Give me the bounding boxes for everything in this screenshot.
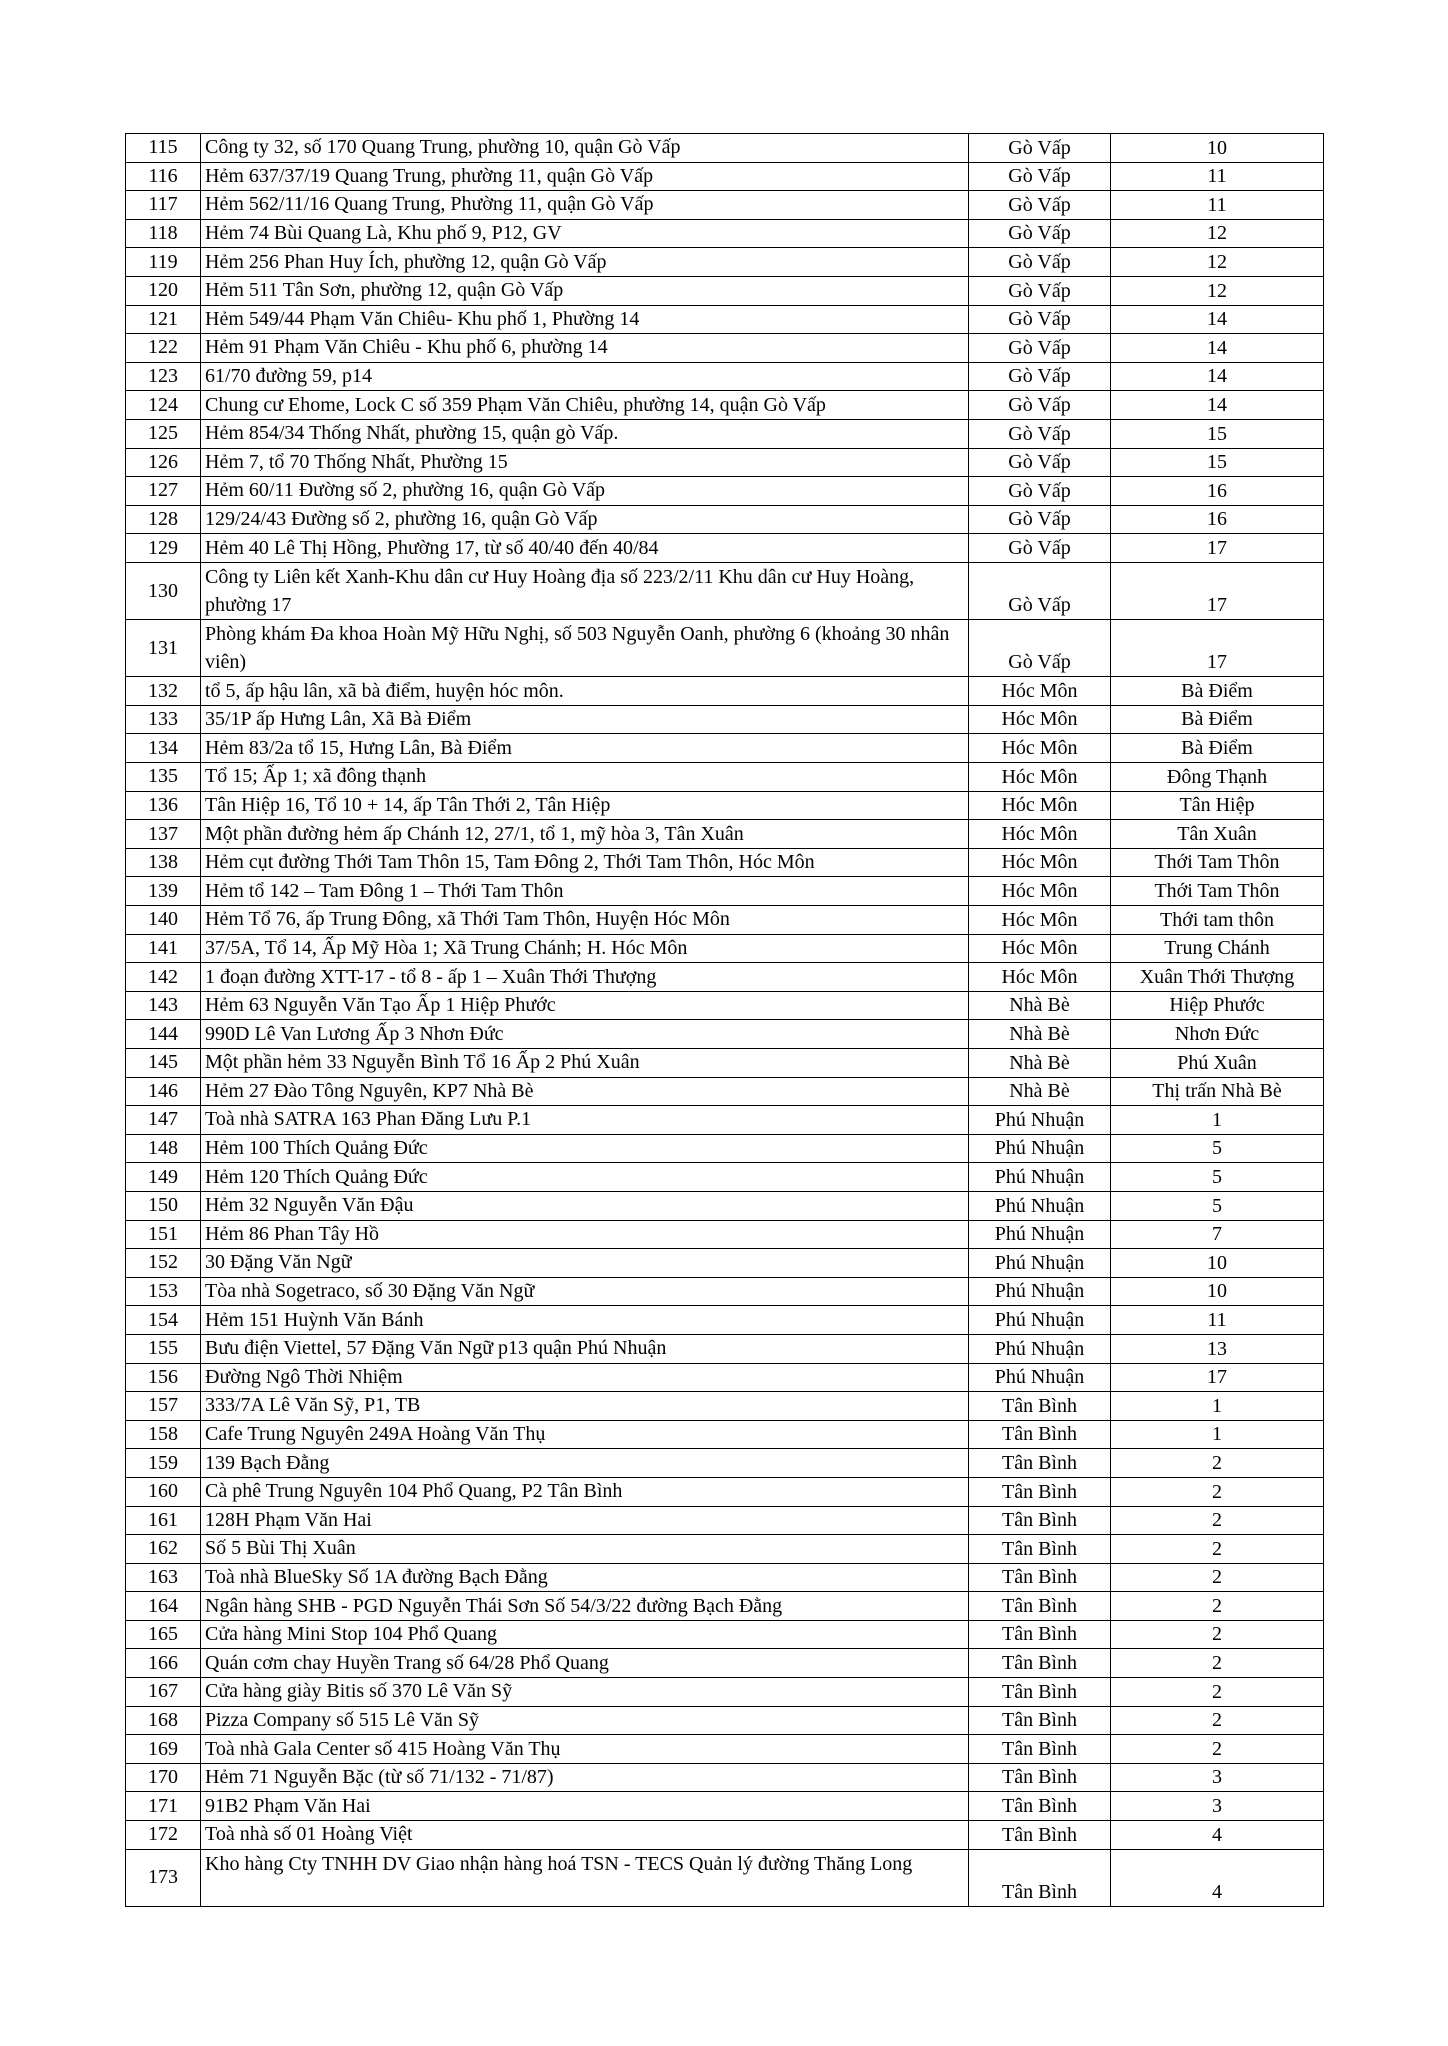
table-row [126, 1449, 1324, 1478]
ward-cell: 17 [1111, 562, 1324, 619]
row-number-cell: 150 [126, 1191, 201, 1220]
ward-cell: 2 [1111, 1449, 1324, 1478]
district-cell: Hóc Môn [969, 763, 1111, 792]
district-cell: Gò Vấp [969, 219, 1111, 248]
table-row [126, 1535, 1324, 1564]
address-cell: 91B2 Phạm Văn Hai [201, 1792, 969, 1821]
district-cell: Hóc Môn [969, 791, 1111, 820]
address-cell: Công ty 32, số 170 Quang Trung, phường 10, quận Gò Vấp [201, 134, 969, 163]
table-row [126, 1392, 1324, 1421]
district-cell: Nhà Bè [969, 1020, 1111, 1049]
table-row [126, 1220, 1324, 1249]
ward-cell: 2 [1111, 1678, 1324, 1707]
district-cell: Tân Bình [969, 1649, 1111, 1678]
address-cell: Hẻm 91 Phạm Văn Chiêu - Khu phố 6, phường 14 [201, 334, 969, 363]
row-number-cell: 160 [126, 1477, 201, 1506]
row-number-cell: 147 [126, 1106, 201, 1135]
row-number-cell: 124 [126, 391, 201, 420]
ward-cell: Thới Tam Thôn [1111, 877, 1324, 906]
district-cell: Hóc Môn [969, 848, 1111, 877]
table-row [126, 1334, 1324, 1363]
table-row [126, 705, 1324, 734]
row-number-cell: 129 [126, 534, 201, 563]
row-number-cell: 153 [126, 1277, 201, 1306]
address-cell: Phòng khám Đa khoa Hoàn Mỹ Hữu Nghị, số 503 Nguyễn Oanh, phường 6 (khoảng 30 nhân viên) [201, 620, 969, 677]
district-cell: Hóc Môn [969, 906, 1111, 935]
ward-cell: Bà Điểm [1111, 677, 1324, 706]
row-number-cell: 159 [126, 1449, 201, 1478]
address-cell: Hẻm 854/34 Thống Nhất, phường 15, quận gò Vấp. [201, 419, 969, 448]
table-row [126, 1049, 1324, 1078]
row-number-cell: 133 [126, 705, 201, 734]
district-cell: Phú Nhuận [969, 1220, 1111, 1249]
address-cell: Cửa hàng Mini Stop 104 Phổ Quang [201, 1620, 969, 1649]
ward-cell: Đông Thạnh [1111, 763, 1324, 792]
row-number-cell: 122 [126, 334, 201, 363]
address-cell: Cafe Trung Nguyên 249A Hoàng Văn Thụ [201, 1420, 969, 1449]
ward-cell: 11 [1111, 162, 1324, 191]
address-cell: Hẻm 637/37/19 Quang Trung, phường 11, quận Gò Vấp [201, 162, 969, 191]
district-cell: Gò Vấp [969, 334, 1111, 363]
table-row [126, 963, 1324, 992]
ward-cell: Thị trấn Nhà Bè [1111, 1077, 1324, 1106]
district-cell: Tân Bình [969, 1821, 1111, 1850]
ward-cell: 7 [1111, 1220, 1324, 1249]
ward-cell: 2 [1111, 1649, 1324, 1678]
address-cell: Hẻm 256 Phan Huy Ích, phường 12, quận Gò Vấp [201, 248, 969, 277]
address-cell: 128H Phạm Văn Hai [201, 1506, 969, 1535]
address-cell: Hẻm 83/2a tổ 15, Hưng Lân, Bà Điểm [201, 734, 969, 763]
address-cell: Hẻm Tổ 76, ấp Trung Đông, xã Thới Tam Thôn, Huyện Hóc Môn [201, 906, 969, 935]
address-cell: Hẻm 74 Bùi Quang Là, Khu phố 9, P12, GV [201, 219, 969, 248]
ward-cell: 2 [1111, 1735, 1324, 1764]
address-cell: Bưu điện Viettel, 57 Đặng Văn Ngữ p13 quận Phú Nhuận [201, 1334, 969, 1363]
ward-cell: 10 [1111, 134, 1324, 163]
ward-cell: 16 [1111, 505, 1324, 534]
ward-cell: Hiệp Phước [1111, 991, 1324, 1020]
address-cell: Hẻm 63 Nguyễn Văn Tạo Ấp 1 Hiệp Phước [201, 991, 969, 1020]
address-cell: Một phần hẻm 33 Nguyễn Bình Tổ 16 Ấp 2 Phú Xuân [201, 1049, 969, 1078]
row-number-cell: 145 [126, 1049, 201, 1078]
row-number-cell: 116 [126, 162, 201, 191]
row-number-cell: 144 [126, 1020, 201, 1049]
ward-cell: 15 [1111, 448, 1324, 477]
table-row [126, 505, 1324, 534]
ward-cell: 5 [1111, 1134, 1324, 1163]
table-row [126, 562, 1324, 619]
ward-cell: 14 [1111, 334, 1324, 363]
address-cell: Chung cư Ehome, Lock C số 359 Phạm Văn Chiêu, phường 14, quận Gò Vấp [201, 391, 969, 420]
row-number-cell: 173 [126, 1849, 201, 1906]
location-table [125, 133, 1324, 1907]
address-cell: Hẻm 562/11/16 Quang Trung, Phường 11, quận Gò Vấp [201, 191, 969, 220]
address-cell: Tòa nhà Sogetraco, số 30 Đặng Văn Ngữ [201, 1277, 969, 1306]
row-number-cell: 168 [126, 1706, 201, 1735]
district-cell: Nhà Bè [969, 991, 1111, 1020]
table-row [126, 191, 1324, 220]
ward-cell: 5 [1111, 1191, 1324, 1220]
district-cell: Nhà Bè [969, 1077, 1111, 1106]
district-cell: Hóc Môn [969, 877, 1111, 906]
ward-cell: 2 [1111, 1620, 1324, 1649]
district-cell: Phú Nhuận [969, 1191, 1111, 1220]
address-cell: Hẻm 100 Thích Quảng Đức [201, 1134, 969, 1163]
row-number-cell: 117 [126, 191, 201, 220]
address-cell: Hẻm 32 Nguyễn Văn Đậu [201, 1191, 969, 1220]
ward-cell: 2 [1111, 1535, 1324, 1564]
ward-cell: Xuân Thới Thượng [1111, 963, 1324, 992]
table-row [126, 1678, 1324, 1707]
district-cell: Phú Nhuận [969, 1249, 1111, 1278]
table-row [126, 1191, 1324, 1220]
table-row [126, 1477, 1324, 1506]
district-cell: Tân Bình [969, 1449, 1111, 1478]
row-number-cell: 130 [126, 562, 201, 619]
district-cell: Phú Nhuận [969, 1163, 1111, 1192]
district-cell: Hóc Môn [969, 963, 1111, 992]
district-cell: Gò Vấp [969, 534, 1111, 563]
district-cell: Gò Vấp [969, 305, 1111, 334]
row-number-cell: 140 [126, 906, 201, 935]
district-cell: Tân Bình [969, 1763, 1111, 1792]
table-row [126, 362, 1324, 391]
ward-cell: Phú Xuân [1111, 1049, 1324, 1078]
district-cell: Phú Nhuận [969, 1334, 1111, 1363]
ward-cell: 3 [1111, 1763, 1324, 1792]
row-number-cell: 138 [126, 848, 201, 877]
row-number-cell: 172 [126, 1821, 201, 1850]
address-cell: Hẻm 549/44 Phạm Văn Chiêu- Khu phố 1, Phường 14 [201, 305, 969, 334]
table-row [126, 534, 1324, 563]
address-cell: Toà nhà SATRA 163 Phan Đăng Lưu P.1 [201, 1106, 969, 1135]
address-cell: Hẻm tổ 142 – Tam Đông 1 – Thới Tam Thôn [201, 877, 969, 906]
address-cell: 35/1P ấp Hưng Lân, Xã Bà Điểm [201, 705, 969, 734]
address-cell: 333/7A Lê Văn Sỹ, P1, TB [201, 1392, 969, 1421]
row-number-cell: 115 [126, 134, 201, 163]
table-row [126, 1163, 1324, 1192]
row-number-cell: 148 [126, 1134, 201, 1163]
address-cell: Hẻm 511 Tân Sơn, phường 12, quận Gò Vấp [201, 276, 969, 305]
district-cell: Phú Nhuận [969, 1363, 1111, 1392]
row-number-cell: 128 [126, 505, 201, 534]
district-cell: Tân Bình [969, 1563, 1111, 1592]
ward-cell: 2 [1111, 1592, 1324, 1621]
district-cell: Gò Vấp [969, 162, 1111, 191]
row-number-cell: 136 [126, 791, 201, 820]
table-row [126, 219, 1324, 248]
address-cell: Toà nhà số 01 Hoàng Việt [201, 1821, 969, 1850]
district-cell: Hóc Môn [969, 677, 1111, 706]
row-number-cell: 121 [126, 305, 201, 334]
table-row [126, 134, 1324, 163]
ward-cell: 11 [1111, 191, 1324, 220]
ward-cell: 15 [1111, 419, 1324, 448]
row-number-cell: 142 [126, 963, 201, 992]
row-number-cell: 169 [126, 1735, 201, 1764]
address-cell: 37/5A, Tổ 14, Ấp Mỹ Hòa 1; Xã Trung Chánh; H. Hóc Môn [201, 934, 969, 963]
ward-cell: 10 [1111, 1277, 1324, 1306]
address-cell: 139 Bạch Đằng [201, 1449, 969, 1478]
row-number-cell: 137 [126, 820, 201, 849]
table-row [126, 1620, 1324, 1649]
table-row [126, 1106, 1324, 1135]
table-row [126, 934, 1324, 963]
district-cell: Phú Nhuận [969, 1306, 1111, 1335]
ward-cell: 16 [1111, 477, 1324, 506]
address-cell: Hẻm 40 Lê Thị Hồng, Phường 17, từ số 40/40 đến 40/84 [201, 534, 969, 563]
district-cell: Tân Bình [969, 1735, 1111, 1764]
table-row [126, 1506, 1324, 1535]
table-row [126, 906, 1324, 935]
row-number-cell: 156 [126, 1363, 201, 1392]
address-cell: Hẻm 151 Huỳnh Văn Bánh [201, 1306, 969, 1335]
address-cell: Kho hàng Cty TNHH DV Giao nhận hàng hoá TSN - TECS Quản lý đường Thăng Long [201, 1849, 969, 1906]
ward-cell: 3 [1111, 1792, 1324, 1821]
address-cell: Toà nhà Gala Center số 415 Hoàng Văn Thụ [201, 1735, 969, 1764]
table-row [126, 1077, 1324, 1106]
row-number-cell: 118 [126, 219, 201, 248]
address-cell: Số 5 Bùi Thị Xuân [201, 1535, 969, 1564]
address-cell: Đường Ngô Thời Nhiệm [201, 1363, 969, 1392]
table-row [126, 991, 1324, 1020]
address-cell: Công ty Liên kết Xanh-Khu dân cư Huy Hoàng địa số 223/2/11 Khu dân cư Huy Hoàng, phường 17 [201, 562, 969, 619]
ward-cell: 2 [1111, 1706, 1324, 1735]
ward-cell: 17 [1111, 534, 1324, 563]
table-row [126, 1592, 1324, 1621]
address-cell: Hẻm 27 Đào Tông Nguyên, KP7 Nhà Bè [201, 1077, 969, 1106]
row-number-cell: 149 [126, 1163, 201, 1192]
table-row [126, 791, 1324, 820]
table-row [126, 1420, 1324, 1449]
ward-cell: 17 [1111, 1363, 1324, 1392]
table-row [126, 1306, 1324, 1335]
ward-cell: 11 [1111, 1306, 1324, 1335]
row-number-cell: 126 [126, 448, 201, 477]
ward-cell: Thới tam thôn [1111, 906, 1324, 935]
ward-cell: 4 [1111, 1821, 1324, 1850]
district-cell: Tân Bình [969, 1392, 1111, 1421]
table-row [126, 248, 1324, 277]
table-row [126, 620, 1324, 677]
ward-cell: Bà Điểm [1111, 734, 1324, 763]
address-cell: Hẻm 60/11 Đường số 2, phường 16, quận Gò Vấp [201, 477, 969, 506]
ward-cell: 1 [1111, 1106, 1324, 1135]
table-row [126, 820, 1324, 849]
ward-cell: 17 [1111, 620, 1324, 677]
table-row [126, 448, 1324, 477]
district-cell: Gò Vấp [969, 248, 1111, 277]
row-number-cell: 139 [126, 877, 201, 906]
table-row [126, 1363, 1324, 1392]
table-row [126, 334, 1324, 363]
ward-cell: 1 [1111, 1392, 1324, 1421]
table-row [126, 419, 1324, 448]
district-cell: Hóc Môn [969, 934, 1111, 963]
table-row [126, 1792, 1324, 1821]
district-cell: Phú Nhuận [969, 1277, 1111, 1306]
ward-cell: Trung Chánh [1111, 934, 1324, 963]
row-number-cell: 135 [126, 763, 201, 792]
table-row [126, 391, 1324, 420]
ward-cell: 2 [1111, 1477, 1324, 1506]
address-cell: Cửa hàng giày Bitis số 370 Lê Văn Sỹ [201, 1678, 969, 1707]
district-cell: Hóc Môn [969, 734, 1111, 763]
table-row [126, 162, 1324, 191]
row-number-cell: 170 [126, 1763, 201, 1792]
district-cell: Gò Vấp [969, 562, 1111, 619]
row-number-cell: 120 [126, 276, 201, 305]
table-row [126, 1735, 1324, 1764]
row-number-cell: 164 [126, 1592, 201, 1621]
ward-cell: Tân Hiệp [1111, 791, 1324, 820]
row-number-cell: 162 [126, 1535, 201, 1564]
table-row [126, 305, 1324, 334]
district-cell: Tân Bình [969, 1535, 1111, 1564]
table-row [126, 677, 1324, 706]
address-cell: Cà phê Trung Nguyên 104 Phổ Quang, P2 Tân Bình [201, 1477, 969, 1506]
ward-cell: Bà Điểm [1111, 705, 1324, 734]
row-number-cell: 151 [126, 1220, 201, 1249]
ward-cell: Tân Xuân [1111, 820, 1324, 849]
row-number-cell: 127 [126, 477, 201, 506]
table-row [126, 877, 1324, 906]
address-cell: 30 Đặng Văn Ngữ [201, 1249, 969, 1278]
address-cell: 61/70 đường 59, p14 [201, 362, 969, 391]
address-cell: Quán cơm chay Huyền Trang số 64/28 Phổ Quang [201, 1649, 969, 1678]
row-number-cell: 158 [126, 1420, 201, 1449]
address-cell: Hẻm cụt đường Thới Tam Thôn 15, Tam Đông 2, Thới Tam Thôn, Hóc Môn [201, 848, 969, 877]
ward-cell: 2 [1111, 1563, 1324, 1592]
address-cell: Một phần đường hẻm ấp Chánh 12, 27/1, tổ 1, mỹ hòa 3, Tân Xuân [201, 820, 969, 849]
district-cell: Hóc Môn [969, 820, 1111, 849]
row-number-cell: 141 [126, 934, 201, 963]
address-cell: Ngân hàng SHB - PGD Nguyễn Thái Sơn Số 54/3/22 đường Bạch Đằng [201, 1592, 969, 1621]
ward-cell: 1 [1111, 1420, 1324, 1449]
district-cell: Gò Vấp [969, 477, 1111, 506]
table-row [126, 1849, 1324, 1906]
table-row [126, 1821, 1324, 1850]
district-cell: Gò Vấp [969, 276, 1111, 305]
ward-cell: Thới Tam Thôn [1111, 848, 1324, 877]
table-row [126, 1134, 1324, 1163]
row-number-cell: 167 [126, 1678, 201, 1707]
row-number-cell: 132 [126, 677, 201, 706]
table-row [126, 763, 1324, 792]
district-cell: Gò Vấp [969, 419, 1111, 448]
table-row [126, 1563, 1324, 1592]
row-number-cell: 157 [126, 1392, 201, 1421]
ward-cell: 14 [1111, 305, 1324, 334]
table-row [126, 1649, 1324, 1678]
row-number-cell: 125 [126, 419, 201, 448]
district-cell: Tân Bình [969, 1592, 1111, 1621]
district-cell: Tân Bình [969, 1620, 1111, 1649]
address-cell: 990D Lê Van Lương Ấp 3 Nhơn Đức [201, 1020, 969, 1049]
address-cell: tổ 5, ấp hậu lân, xã bà điểm, huyện hóc môn. [201, 677, 969, 706]
ward-cell: Nhơn Đức [1111, 1020, 1324, 1049]
address-cell: Hẻm 71 Nguyễn Bặc (từ số 71/132 - 71/87) [201, 1763, 969, 1792]
district-cell: Gò Vấp [969, 191, 1111, 220]
ward-cell: 2 [1111, 1506, 1324, 1535]
district-cell: Gò Vấp [969, 134, 1111, 163]
address-cell: 1 đoạn đường XTT-17 - tổ 8 - ấp 1 – Xuân Thới Thượng [201, 963, 969, 992]
ward-cell: 4 [1111, 1849, 1324, 1906]
ward-cell: 12 [1111, 276, 1324, 305]
district-cell: Nhà Bè [969, 1049, 1111, 1078]
row-number-cell: 163 [126, 1563, 201, 1592]
ward-cell: 12 [1111, 219, 1324, 248]
row-number-cell: 155 [126, 1334, 201, 1363]
ward-cell: 5 [1111, 1163, 1324, 1192]
address-cell: Hẻm 7, tổ 70 Thống Nhất, Phường 15 [201, 448, 969, 477]
ward-cell: 14 [1111, 362, 1324, 391]
row-number-cell: 119 [126, 248, 201, 277]
address-cell: Hẻm 86 Phan Tây Hồ [201, 1220, 969, 1249]
row-number-cell: 123 [126, 362, 201, 391]
district-cell: Gò Vấp [969, 391, 1111, 420]
ward-cell: 14 [1111, 391, 1324, 420]
address-cell: Tổ 15; Ấp 1; xã đông thạnh [201, 763, 969, 792]
row-number-cell: 143 [126, 991, 201, 1020]
table-row [126, 734, 1324, 763]
table-row [126, 848, 1324, 877]
ward-cell: 13 [1111, 1334, 1324, 1363]
district-cell: Tân Bình [969, 1849, 1111, 1906]
district-cell: Tân Bình [969, 1792, 1111, 1821]
address-cell: Toà nhà BlueSky Số 1A đường Bạch Đằng [201, 1563, 969, 1592]
address-cell: Tân Hiệp 16, Tổ 10 + 14, ấp Tân Thới 2, Tân Hiệp [201, 791, 969, 820]
ward-cell: 12 [1111, 248, 1324, 277]
table-row [126, 276, 1324, 305]
row-number-cell: 166 [126, 1649, 201, 1678]
row-number-cell: 171 [126, 1792, 201, 1821]
row-number-cell: 146 [126, 1077, 201, 1106]
row-number-cell: 152 [126, 1249, 201, 1278]
table-row [126, 1020, 1324, 1049]
district-cell: Tân Bình [969, 1477, 1111, 1506]
district-cell: Phú Nhuận [969, 1134, 1111, 1163]
district-cell: Tân Bình [969, 1420, 1111, 1449]
row-number-cell: 161 [126, 1506, 201, 1535]
district-cell: Phú Nhuận [969, 1106, 1111, 1135]
table-row [126, 1277, 1324, 1306]
row-number-cell: 131 [126, 620, 201, 677]
row-number-cell: 165 [126, 1620, 201, 1649]
district-cell: Tân Bình [969, 1706, 1111, 1735]
address-cell: 129/24/43 Đường số 2, phường 16, quận Gò Vấp [201, 505, 969, 534]
district-cell: Gò Vấp [969, 362, 1111, 391]
table-row [126, 1249, 1324, 1278]
district-cell: Tân Bình [969, 1678, 1111, 1707]
district-cell: Gò Vấp [969, 448, 1111, 477]
district-cell: Gò Vấp [969, 505, 1111, 534]
ward-cell: 10 [1111, 1249, 1324, 1278]
table-row [126, 1706, 1324, 1735]
address-cell: Hẻm 120 Thích Quảng Đức [201, 1163, 969, 1192]
table-body [126, 134, 1324, 1907]
district-cell: Tân Bình [969, 1506, 1111, 1535]
table-row [126, 1763, 1324, 1792]
row-number-cell: 134 [126, 734, 201, 763]
district-cell: Gò Vấp [969, 620, 1111, 677]
table-row [126, 477, 1324, 506]
row-number-cell: 154 [126, 1306, 201, 1335]
address-cell: Pizza Company số 515 Lê Văn Sỹ [201, 1706, 969, 1735]
district-cell: Hóc Môn [969, 705, 1111, 734]
